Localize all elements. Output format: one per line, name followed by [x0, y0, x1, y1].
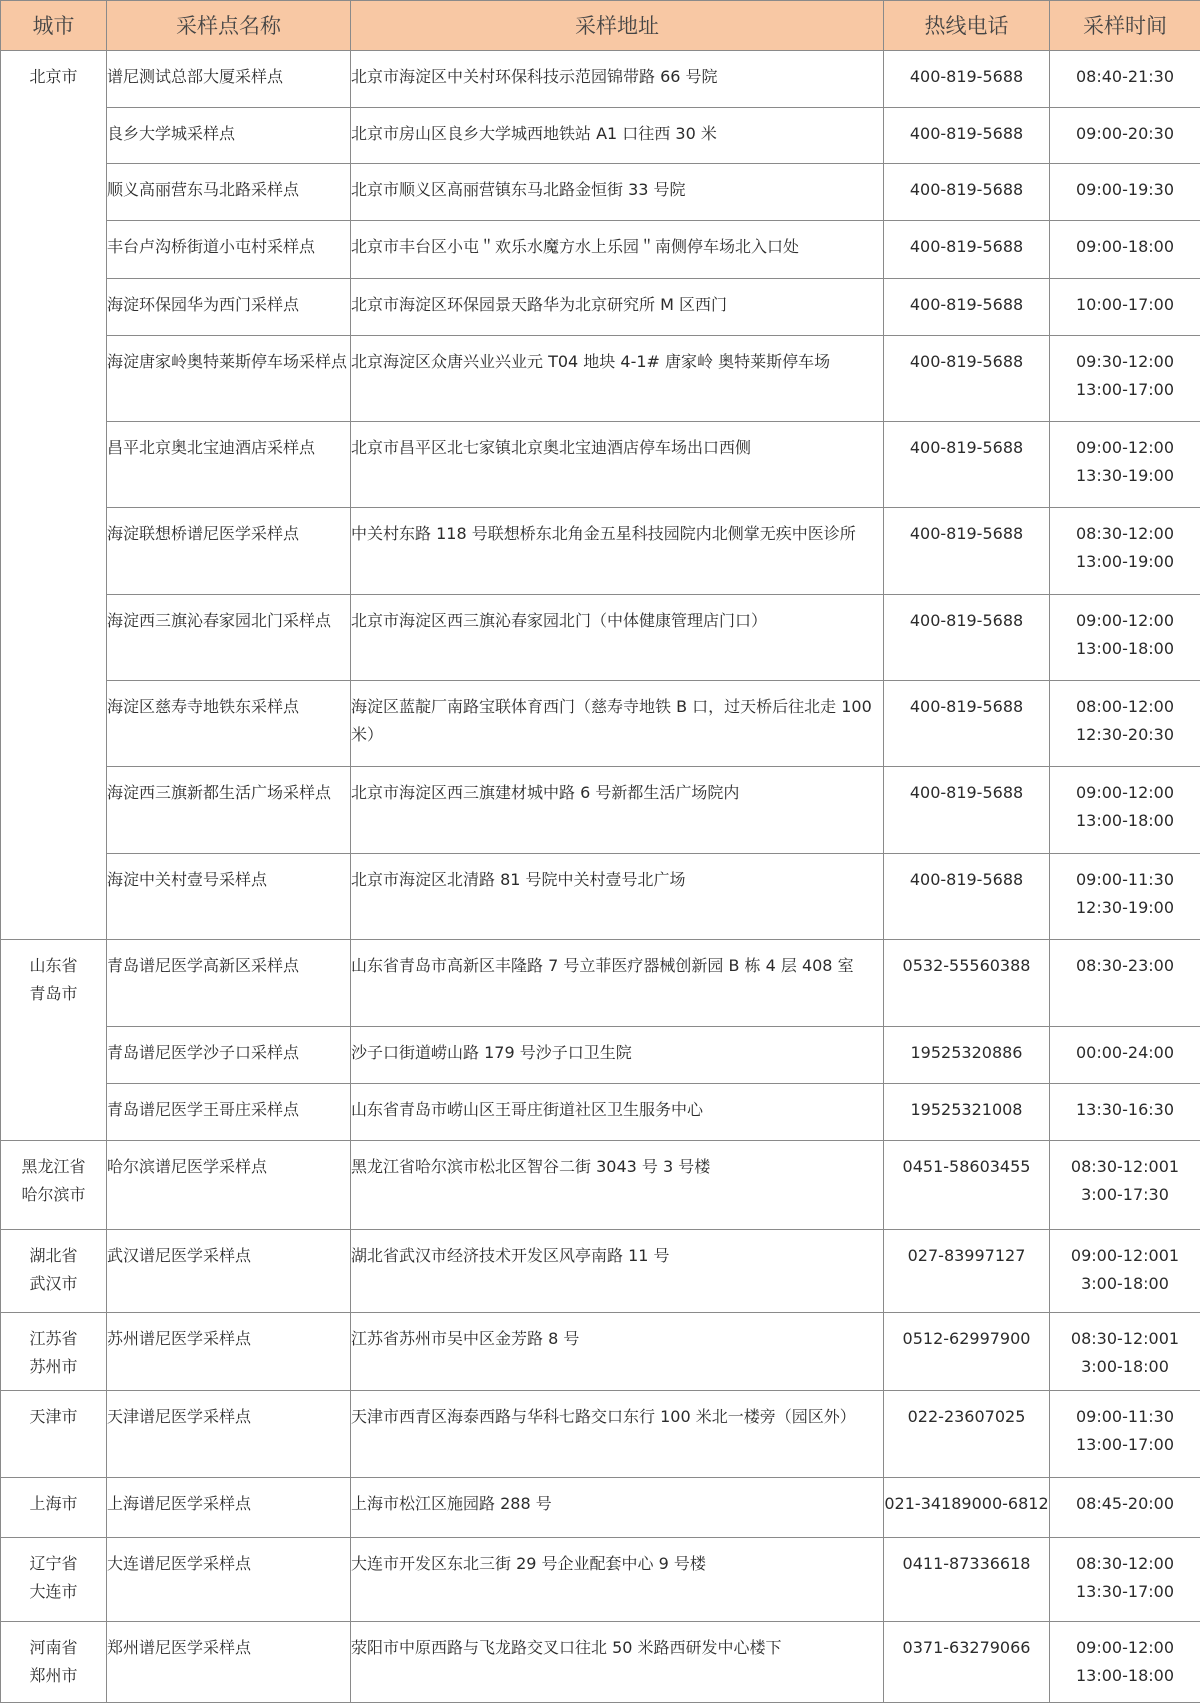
- address-cell: 沙子口街道崂山路 179 号沙子口卫生院: [351, 1027, 884, 1084]
- address-cell: 大连市开发区东北三街 29 号企业配套中心 9 号楼: [351, 1538, 884, 1622]
- city-label: 哈尔滨市: [21, 1185, 86, 1204]
- city-label: 辽宁省: [29, 1554, 78, 1573]
- sampling-time-cell: [1050, 164, 1200, 221]
- address-cell: 黑龙江省哈尔滨市松北区智谷二街 3043 号 3 号楼: [351, 1141, 884, 1230]
- table-row: [1, 1538, 1200, 1622]
- city-label: 苏州市: [29, 1357, 78, 1376]
- city-cell: [1, 1391, 107, 1478]
- address-cell: 湖北省武汉市经济技术开发区风亭南路 11 号: [351, 1230, 884, 1313]
- table-row: [1, 108, 1200, 164]
- table-row: [1, 1313, 1200, 1391]
- header-address: 采样地址: [351, 1, 884, 51]
- address-cell: 荥阳市中原西路与飞龙路交叉口往北 50 米路西研发中心楼下: [351, 1622, 884, 1703]
- address-cell: 北京市海淀区西三旗建材城中路 6 号新都生活广场院内: [351, 767, 884, 854]
- sampling-time-cell: [1050, 1538, 1200, 1622]
- time-range: 12:30-20:30: [1076, 725, 1174, 744]
- time-range: 13:00-18:00: [1076, 639, 1174, 658]
- site-name-cell: 海淀环保园华为西门采样点: [107, 279, 351, 336]
- sampling-time-cell: [1050, 1027, 1200, 1084]
- site-name-cell: 良乡大学城采样点: [107, 108, 351, 164]
- table-row: [1, 1478, 1200, 1538]
- site-name-cell: 天津谱尼医学采样点: [107, 1391, 351, 1478]
- time-range: 08:00-12:00: [1076, 697, 1174, 716]
- city-cell: [1, 1622, 107, 1703]
- site-name-cell: 谱尼测试总部大厦采样点: [107, 51, 351, 108]
- sampling-time-cell: [1050, 1313, 1200, 1391]
- sampling-time-cell: [1050, 221, 1200, 279]
- sampling-time-cell: [1050, 767, 1200, 854]
- time-range: 09:00-12:001: [1070, 1246, 1180, 1265]
- hotline-cell: 400-819-5688: [884, 854, 1050, 940]
- table-row: [1, 1084, 1200, 1141]
- table-row: [1, 1230, 1200, 1313]
- address-cell: 北京市海淀区西三旗沁春家园北门（中体健康管理店门口）: [351, 595, 884, 681]
- time-range: 3:00-18:00: [1081, 1274, 1169, 1293]
- city-label: 上海市: [29, 1494, 78, 1513]
- time-range: 13:30-17:00: [1076, 1582, 1174, 1601]
- hotline-cell: 400-819-5688: [884, 108, 1050, 164]
- sampling-time-cell: [1050, 1478, 1200, 1538]
- table-row: [1, 854, 1200, 940]
- city-label: 黑龙江省: [21, 1157, 86, 1176]
- city-label: 青岛市: [29, 984, 78, 1003]
- time-range: 08:30-12:00: [1076, 524, 1174, 543]
- sampling-time-cell: [1050, 1391, 1200, 1478]
- header-site-name: 采样点名称: [107, 1, 351, 51]
- time-range: 09:00-12:00: [1076, 1638, 1174, 1657]
- time-range: 13:00-18:00: [1076, 811, 1174, 830]
- site-name-cell: 哈尔滨谱尼医学采样点: [107, 1141, 351, 1230]
- city-cell: [1, 1230, 107, 1313]
- address-cell: 北京市顺义区高丽营镇东马北路金恒街 33 号院: [351, 164, 884, 221]
- city-label: 山东省: [29, 956, 78, 975]
- city-cell: [1, 1141, 107, 1230]
- city-label: 河南省: [29, 1638, 78, 1657]
- table-row: [1, 1141, 1200, 1230]
- hotline-cell: 0411-87336618: [884, 1538, 1050, 1622]
- sampling-time-cell: [1050, 279, 1200, 336]
- sampling-time-cell: [1050, 681, 1200, 767]
- table-row: [1, 1391, 1200, 1478]
- time-range: 13:00-19:00: [1076, 552, 1174, 571]
- sampling-time-cell: [1050, 595, 1200, 681]
- site-name-cell: 青岛谱尼医学王哥庄采样点: [107, 1084, 351, 1141]
- site-name-cell: 海淀西三旗沁春家园北门采样点: [107, 595, 351, 681]
- table-row: [1, 1622, 1200, 1703]
- sampling-time-cell: [1050, 108, 1200, 164]
- city-label: 武汉市: [29, 1274, 78, 1293]
- site-name-cell: 海淀区慈寿寺地铁东采样点: [107, 681, 351, 767]
- table-row: [1, 279, 1200, 336]
- city-label: 江苏省: [29, 1329, 78, 1348]
- time-range: 09:00-20:30: [1076, 124, 1174, 143]
- address-cell: 天津市西青区海泰西路与华科七路交口东行 100 米北一楼旁（园区外）: [351, 1391, 884, 1478]
- hotline-cell: 400-819-5688: [884, 767, 1050, 854]
- table-row: [1, 595, 1200, 681]
- hotline-cell: 0532-55560388: [884, 940, 1050, 1027]
- site-name-cell: 大连谱尼医学采样点: [107, 1538, 351, 1622]
- time-range: 09:00-12:00: [1076, 611, 1174, 630]
- sampling-time-cell: [1050, 854, 1200, 940]
- time-range: 09:00-12:00: [1076, 783, 1174, 802]
- time-range: 00:00-24:00: [1076, 1043, 1174, 1062]
- time-range: 08:30-23:00: [1076, 956, 1174, 975]
- hotline-cell: 400-819-5688: [884, 51, 1050, 108]
- table-row: [1, 336, 1200, 422]
- city-cell: [1, 1313, 107, 1391]
- table-row: [1, 767, 1200, 854]
- address-cell: 北京海淀区众唐兴业兴业元 T04 地块 4-1# 唐家岭 奥特莱斯停车场: [351, 336, 884, 422]
- site-name-cell: 昌平北京奥北宝迪酒店采样点: [107, 422, 351, 508]
- time-range: 08:30-12:001: [1070, 1329, 1180, 1348]
- address-cell: 北京市海淀区中关村环保科技示范园锦带路 66 号院: [351, 51, 884, 108]
- time-range: 13:00-17:00: [1076, 1435, 1174, 1454]
- hotline-cell: 400-819-5688: [884, 422, 1050, 508]
- sampling-time-cell: [1050, 1622, 1200, 1703]
- hotline-cell: 0512-62997900: [884, 1313, 1050, 1391]
- address-cell: 北京市房山区良乡大学城西地铁站 A1 口往西 30 米: [351, 108, 884, 164]
- time-range: 09:30-12:00: [1076, 352, 1174, 371]
- sampling-time-cell: [1050, 1141, 1200, 1230]
- time-range: 08:45-20:00: [1076, 1494, 1174, 1513]
- address-cell: 北京市丰台区小屯＂欢乐水魔方水上乐园＂南侧停车场北入口处: [351, 221, 884, 279]
- table-row: [1, 940, 1200, 1027]
- sampling-time-cell: [1050, 1084, 1200, 1141]
- hotline-cell: 027-83997127: [884, 1230, 1050, 1313]
- hotline-cell: 0371-63279066: [884, 1622, 1050, 1703]
- hotline-cell: 022-23607025: [884, 1391, 1050, 1478]
- site-name-cell: 苏州谱尼医学采样点: [107, 1313, 351, 1391]
- hotline-cell: 400-819-5688: [884, 336, 1050, 422]
- address-cell: 北京市海淀区环保园景天路华为北京研究所 M 区西门: [351, 279, 884, 336]
- time-range: 13:00-18:00: [1076, 1666, 1174, 1685]
- site-name-cell: 郑州谱尼医学采样点: [107, 1622, 351, 1703]
- time-range: 08:40-21:30: [1076, 67, 1174, 86]
- hotline-cell: 0451-58603455: [884, 1141, 1050, 1230]
- table-row: [1, 164, 1200, 221]
- hotline-cell: 400-819-5688: [884, 508, 1050, 595]
- hotline-cell: 400-819-5688: [884, 164, 1050, 221]
- time-range: 13:00-17:00: [1076, 380, 1174, 399]
- header-row: [1, 1, 1200, 51]
- city-cell: [1, 940, 107, 1141]
- time-range: 08:30-12:00: [1076, 1554, 1174, 1573]
- table-row: [1, 51, 1200, 108]
- table-row: [1, 422, 1200, 508]
- time-range: 13:30-16:30: [1076, 1100, 1174, 1119]
- sampling-time-cell: [1050, 422, 1200, 508]
- site-name-cell: 顺义高丽营东马北路采样点: [107, 164, 351, 221]
- hotline-cell: 19525320886: [884, 1027, 1050, 1084]
- address-cell: 海淀区蓝靛厂南路宝联体育西门（慈寿寺地铁 B 口，过天桥后往北走 100 米）: [351, 681, 884, 767]
- hotline-cell: 021-34189000-6812: [884, 1478, 1050, 1538]
- site-name-cell: 海淀中关村壹号采样点: [107, 854, 351, 940]
- site-name-cell: 青岛谱尼医学沙子口采样点: [107, 1027, 351, 1084]
- site-name-cell: 海淀西三旗新都生活广场采样点: [107, 767, 351, 854]
- site-name-cell: 青岛谱尼医学高新区采样点: [107, 940, 351, 1027]
- table-row: [1, 221, 1200, 279]
- sampling-time-cell: [1050, 940, 1200, 1027]
- table-row: [1, 681, 1200, 767]
- time-range: 3:00-18:00: [1081, 1357, 1169, 1376]
- header-hotline: 热线电话: [884, 1, 1050, 51]
- hotline-cell: 400-819-5688: [884, 279, 1050, 336]
- table-row: [1, 1027, 1200, 1084]
- hotline-cell: 400-819-5688: [884, 221, 1050, 279]
- time-range: 09:00-19:30: [1076, 180, 1174, 199]
- sampling-time-cell: [1050, 51, 1200, 108]
- table-body: [1, 51, 1200, 1703]
- city-label: 湖北省: [29, 1246, 78, 1265]
- city-cell: [1, 1478, 107, 1538]
- site-name-cell: 上海谱尼医学采样点: [107, 1478, 351, 1538]
- address-cell: 北京市海淀区北清路 81 号院中关村壹号北广场: [351, 854, 884, 940]
- time-range: 09:00-18:00: [1076, 237, 1174, 256]
- city-label: 北京市: [29, 67, 78, 86]
- sampling-time-cell: [1050, 1230, 1200, 1313]
- time-range: 08:30-12:001: [1070, 1157, 1180, 1176]
- header-sampling-time: 采样时间: [1050, 1, 1200, 51]
- address-cell: 上海市松江区施园路 288 号: [351, 1478, 884, 1538]
- time-range: 09:00-12:00: [1076, 438, 1174, 457]
- site-name-cell: 武汉谱尼医学采样点: [107, 1230, 351, 1313]
- site-name-cell: 海淀唐家岭奥特莱斯停车场采样点: [107, 336, 351, 422]
- hotline-cell: 400-819-5688: [884, 681, 1050, 767]
- city-cell: [1, 51, 107, 940]
- site-name-cell: 丰台卢沟桥街道小屯村采样点: [107, 221, 351, 279]
- city-label: 郑州市: [29, 1666, 78, 1685]
- address-cell: 中关村东路 118 号联想桥东北角金五星科技园院内北侧掌无疾中医诊所: [351, 508, 884, 595]
- city-label: 大连市: [29, 1582, 78, 1601]
- address-cell: 江苏省苏州市吴中区金芳路 8 号: [351, 1313, 884, 1391]
- city-label: 天津市: [29, 1407, 78, 1426]
- sampling-time-cell: [1050, 336, 1200, 422]
- table-row: [1, 508, 1200, 595]
- time-range: 10:00-17:00: [1076, 295, 1174, 314]
- time-range: 13:30-19:00: [1076, 466, 1174, 485]
- hotline-cell: 19525321008: [884, 1084, 1050, 1141]
- address-cell: 山东省青岛市崂山区王哥庄街道社区卫生服务中心: [351, 1084, 884, 1141]
- time-range: 3:00-17:30: [1081, 1185, 1169, 1204]
- hotline-cell: 400-819-5688: [884, 595, 1050, 681]
- time-range: 12:30-19:00: [1076, 898, 1174, 917]
- sampling-time-cell: [1050, 508, 1200, 595]
- site-name-cell: 海淀联想桥谱尼医学采样点: [107, 508, 351, 595]
- address-cell: 山东省青岛市高新区丰隆路 7 号立菲医疗器械创新园 B 栋 4 层 408 室: [351, 940, 884, 1027]
- time-range: 09:00-11:30: [1076, 1407, 1174, 1426]
- header-city: 城市: [1, 1, 107, 51]
- address-cell: 北京市昌平区北七家镇北京奥北宝迪酒店停车场出口西侧: [351, 422, 884, 508]
- city-cell: [1, 1538, 107, 1622]
- time-range: 09:00-11:30: [1076, 870, 1174, 889]
